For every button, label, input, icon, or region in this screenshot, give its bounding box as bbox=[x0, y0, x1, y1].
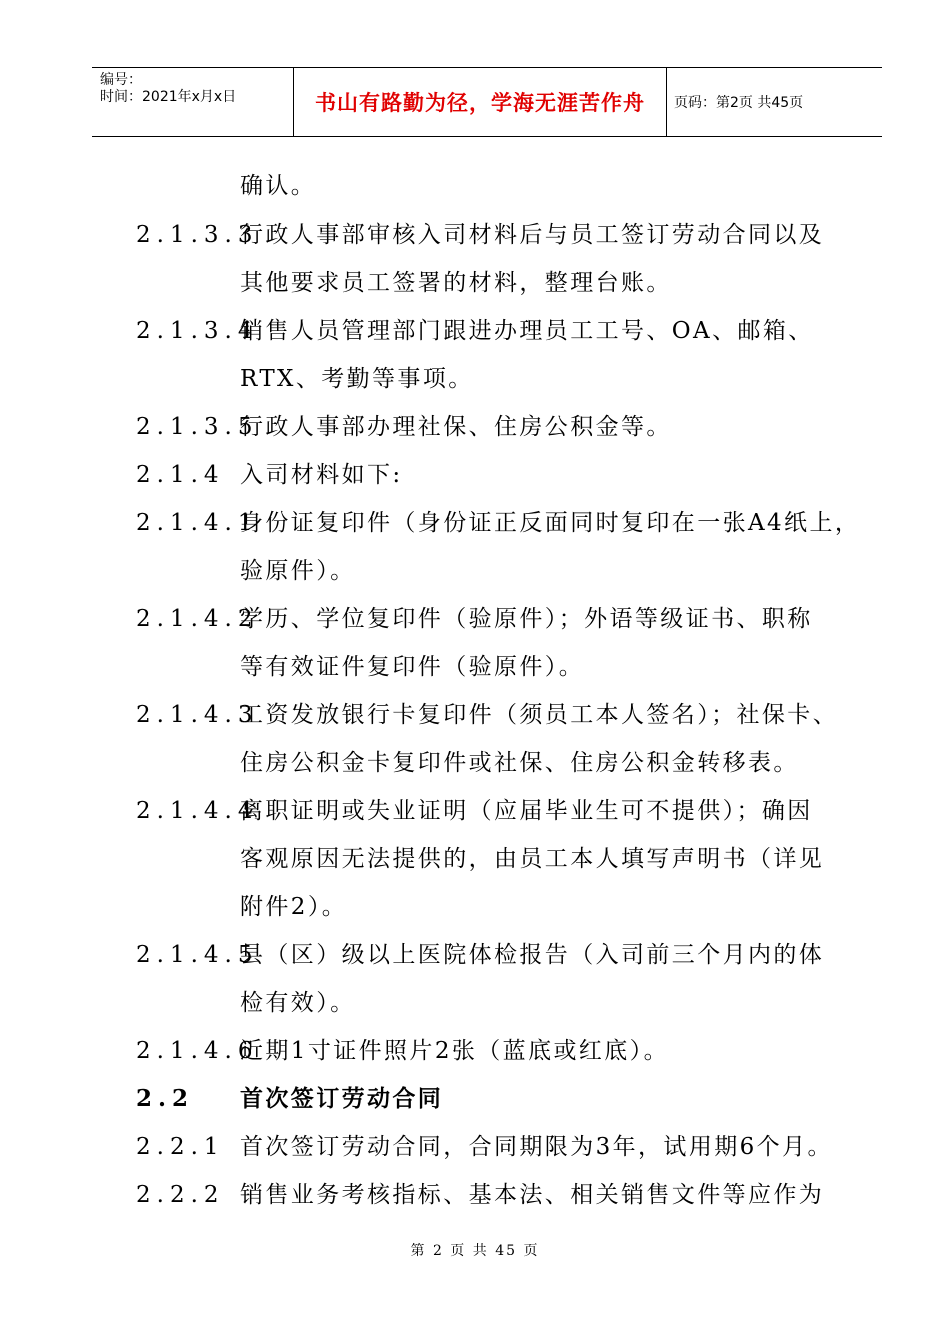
line-text: 检有效）。 bbox=[240, 990, 356, 1016]
clause-number: 2.1.4.6 bbox=[136, 1038, 259, 1064]
header-page-label: 页码：第2页 共45页 bbox=[674, 95, 804, 111]
line-text: 住房公积金卡复印件或社保、住房公积金转移表。 bbox=[240, 750, 799, 776]
line-text: 其他要求员工签署的材料，整理台账。 bbox=[240, 270, 672, 296]
clause-number: 2.1.4.5 bbox=[136, 942, 259, 968]
clause-number: 2.1.4 bbox=[136, 462, 225, 488]
clause-number: 2.1.4.1 bbox=[136, 510, 259, 536]
clause-number: 2.1.4.3 bbox=[136, 702, 259, 728]
line-text: 销售业务考核指标、基本法、相关销售文件等应作为 bbox=[240, 1182, 825, 1208]
clause-number: 2.1.3.4 bbox=[136, 318, 259, 344]
header-motto: 书山有路勤为径，学海无涯苦作舟 bbox=[293, 68, 667, 136]
line-text: 县（区）级以上医院体检报告（入司前三个月内的体 bbox=[240, 942, 825, 968]
header-meta bbox=[100, 68, 292, 140]
line-text: 身份证复印件（身份证正反面同时复印在一张A4纸上， bbox=[240, 510, 861, 536]
clause-number: 2.1.3.5 bbox=[136, 414, 259, 440]
page-footer: 第 2 页 共 45 页 bbox=[410, 1243, 540, 1259]
line-text: 行政人事部审核入司材料后与员工签订劳动合同以及 bbox=[240, 222, 825, 248]
clause-number: 2.2.1 bbox=[136, 1134, 225, 1160]
time-label: 时间：2021年x月x日 bbox=[100, 89, 237, 105]
line-text: 验原件）。 bbox=[240, 558, 356, 584]
line-text: RTX、考勤等事项。 bbox=[240, 366, 474, 392]
line-text: 附件2）。 bbox=[240, 894, 348, 920]
line-text: 离职证明或失业证明（应届毕业生可不提供）；确因 bbox=[240, 798, 813, 824]
line-text: 学历、学位复印件（验原件）；外语等级证书、职称 bbox=[240, 606, 813, 632]
line-text: 销售人员管理部门跟进办理员工工号、OA、邮箱、 bbox=[240, 318, 814, 344]
line-text: 客观原因无法提供的，由员工本人填写声明书（详见 bbox=[240, 846, 825, 872]
section-number: 2.2 bbox=[136, 1085, 195, 1112]
clause-number: 2.2.2 bbox=[136, 1182, 225, 1208]
clause-number: 2.1.3.3 bbox=[136, 222, 259, 248]
clause-number: 2.1.4.4 bbox=[136, 798, 259, 824]
line-text: 等有效证件复印件（验原件）。 bbox=[240, 654, 585, 680]
clause-number: 2.1.4.2 bbox=[136, 606, 259, 632]
line-text: 工资发放银行卡复印件（须员工本人签名）；社保卡、 bbox=[240, 702, 839, 728]
page-header bbox=[92, 67, 882, 137]
line-text: 行政人事部办理社保、住房公积金等。 bbox=[240, 414, 672, 440]
section-title: 首次签订劳动合同 bbox=[240, 1085, 444, 1112]
code-label: 编号： bbox=[100, 72, 142, 88]
line-text: 近期1寸证件照片2张（蓝底或红底）。 bbox=[240, 1038, 669, 1064]
line-text: 首次签订劳动合同，合同期限为3年，试用期6个月。 bbox=[240, 1134, 833, 1160]
line-text: 入司材料如下: bbox=[240, 462, 403, 488]
line-text: 确认。 bbox=[240, 173, 317, 199]
